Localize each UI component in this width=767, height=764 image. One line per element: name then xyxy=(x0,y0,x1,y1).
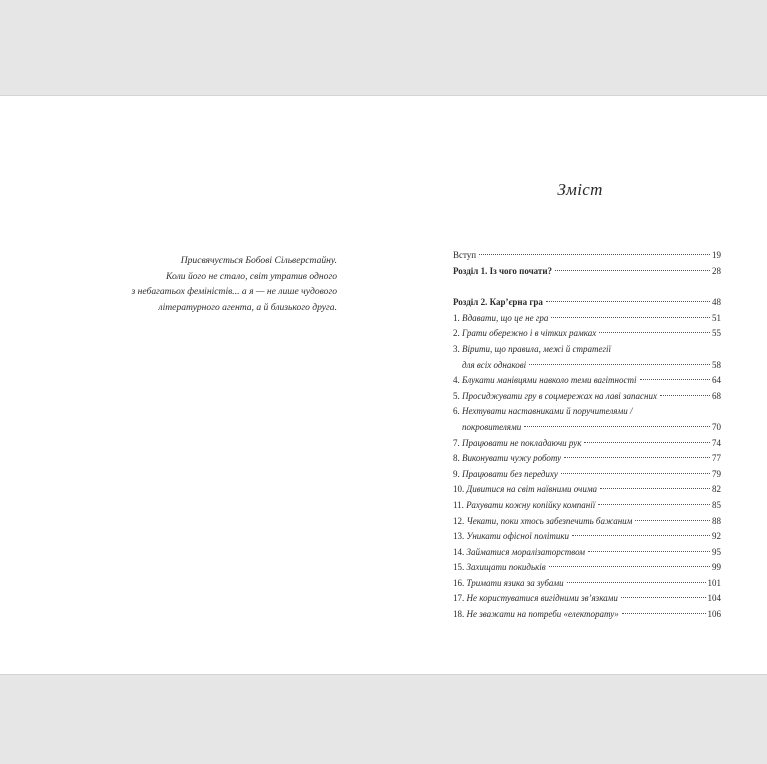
toc-item-row[interactable] xyxy=(453,498,721,514)
toc-leader-dots xyxy=(635,520,710,521)
toc-page-number: 104 xyxy=(707,593,721,604)
toc-item-label xyxy=(453,311,548,327)
toc-item-label xyxy=(453,436,581,452)
toc-page-number: 58 xyxy=(712,359,721,370)
toc-leader-dots xyxy=(588,551,710,552)
toc-page-number: 28 xyxy=(712,265,721,276)
toc-item-label xyxy=(453,358,526,374)
toc-item-number: 2. xyxy=(453,328,460,339)
toc-item-row[interactable] xyxy=(453,404,721,420)
toc-item-row[interactable] xyxy=(453,311,721,327)
toc-item-list xyxy=(453,311,721,623)
toc-page-number: 99 xyxy=(712,562,721,573)
toc-item-number: 15. xyxy=(453,562,465,573)
toc-item-row[interactable] xyxy=(453,482,721,498)
toc-item-title: Просиджувати гру в соцмережах на лаві запасних xyxy=(462,390,657,401)
dedication xyxy=(77,253,337,315)
toc-item-row[interactable] xyxy=(453,389,721,405)
toc-leader-dots xyxy=(567,582,706,583)
dedication-line: Присвячується Бобові Сільверстайну. xyxy=(180,255,337,266)
toc-item-number: 3. xyxy=(453,343,460,354)
toc-item-title: Вдавати, що це не гра xyxy=(462,312,549,323)
toc-row-intro[interactable] xyxy=(453,248,721,264)
toc-item-number: 11. xyxy=(453,499,464,510)
toc-item-title: Вірити, що правила, межі й стратегії xyxy=(462,343,611,354)
toc-item-row[interactable] xyxy=(453,529,721,545)
toc-leader-dots xyxy=(600,488,710,489)
toc-item-label xyxy=(453,498,595,514)
toc-leader-dots xyxy=(564,457,710,458)
toc-page-number: 88 xyxy=(712,515,721,526)
toc-leader-dots xyxy=(546,301,710,302)
toc-page-number: 68 xyxy=(712,390,721,401)
toc-page-number: 74 xyxy=(712,437,721,448)
toc-page-number: 85 xyxy=(712,499,721,510)
toc-item-title: Грати обережно і в чітких рамках xyxy=(462,328,597,339)
toc-item-number: 5. xyxy=(453,390,460,401)
toc-entry-label: Розділ 2. Кар’єрна гра xyxy=(453,297,543,308)
toc-item-number: 7. xyxy=(453,437,460,448)
toc-leader-dots xyxy=(479,254,710,255)
toc-item-title: Рахувати кожну копійку компанії xyxy=(466,499,596,510)
toc-item-title: Нехтувати наставниками й поручителями / xyxy=(462,406,633,417)
toc-item-title: Виконувати чужу роботу xyxy=(462,453,562,464)
toc-item-row[interactable] xyxy=(453,560,721,576)
toc-page-number: 19 xyxy=(712,250,721,260)
toc-item-label xyxy=(453,451,561,467)
toc-item-label xyxy=(453,529,569,545)
toc-leader-dots xyxy=(598,504,710,505)
toc-item-row[interactable] xyxy=(453,514,721,530)
toc-leader-dots xyxy=(572,535,710,536)
toc-page-number: 64 xyxy=(712,375,721,386)
toc-item-label xyxy=(453,576,564,592)
toc-leader-dots xyxy=(640,379,710,380)
toc-item-label xyxy=(453,389,657,405)
toc-item-label xyxy=(453,404,632,420)
toc-row-part2[interactable] xyxy=(453,295,721,311)
toc-item-row[interactable] xyxy=(453,436,721,452)
toc-item-label xyxy=(453,514,632,530)
toc-page-number: 48 xyxy=(712,297,721,308)
toc-item-number: 10. xyxy=(453,484,465,495)
toc-entry-label: Вступ xyxy=(453,250,477,260)
toc-item-label xyxy=(453,482,597,498)
toc-leader-dots xyxy=(555,270,710,271)
toc-item-number: 18. xyxy=(453,609,465,620)
toc-item-row[interactable] xyxy=(453,576,721,592)
toc-item-label xyxy=(453,545,585,561)
toc-item-number: 14. xyxy=(453,546,465,557)
toc-item-row[interactable] xyxy=(453,342,721,358)
toc-item-title: Блукати манівцями навколо теми вагітності xyxy=(462,375,637,386)
toc-page-number: 51 xyxy=(712,312,721,323)
toc-item-label xyxy=(453,607,619,623)
toc-item-title: Не користуватися вигідними зв’язками xyxy=(466,593,618,604)
table-of-contents xyxy=(453,248,721,623)
toc-item-number: 4. xyxy=(453,375,460,386)
toc-leader-dots xyxy=(551,317,710,318)
toc-item-number: 12. xyxy=(453,515,465,526)
toc-item-title: для всіх однакові xyxy=(462,359,527,370)
toc-page-number: 79 xyxy=(712,468,721,479)
toc-item-title: Чекати, поки хтось забезпечить бажаним xyxy=(466,515,633,526)
toc-leader-dots xyxy=(621,597,706,598)
toc-leader-dots xyxy=(660,395,710,396)
toc-item-title: Уникати офісної політики xyxy=(466,531,570,542)
toc-page-number: 70 xyxy=(712,421,721,432)
toc-item-row[interactable] xyxy=(453,607,721,623)
toc-title: Зміст xyxy=(557,180,603,199)
toc-item-label xyxy=(453,560,546,576)
toc-item-row[interactable] xyxy=(453,326,721,342)
toc-leader-dots xyxy=(561,473,710,474)
toc-item-number: 1. xyxy=(453,312,460,323)
toc-leader-dots xyxy=(524,426,710,427)
toc-leader-dots xyxy=(584,442,710,443)
toc-item-number: 8. xyxy=(453,453,460,464)
toc-item-title: покровителями xyxy=(462,421,522,432)
book-spread xyxy=(0,95,767,675)
dedication-line: з небагатьох феміністів... а я — не лише чудового xyxy=(131,286,337,297)
toc-item-number: 9. xyxy=(453,468,460,479)
toc-leader-dots xyxy=(549,566,710,567)
toc-item-row[interactable] xyxy=(453,467,721,483)
toc-item-row[interactable] xyxy=(453,451,721,467)
toc-item-row[interactable] xyxy=(453,373,721,389)
toc-item-row[interactable] xyxy=(453,358,721,374)
toc-item-row[interactable] xyxy=(453,545,721,561)
dedication-line: літературного агента, а й близького друга. xyxy=(158,301,337,313)
toc-page-number: 92 xyxy=(712,531,721,542)
toc-row-part1[interactable] xyxy=(453,264,721,280)
toc-leader-dots xyxy=(529,364,710,365)
toc-page-number: 77 xyxy=(712,453,721,464)
toc-item-number: 13. xyxy=(453,531,465,542)
toc-item-row[interactable] xyxy=(453,420,721,436)
toc-item-label xyxy=(453,467,558,483)
toc-item-label xyxy=(453,373,637,389)
dedication-line: Коли його не стало, світ утратив одного xyxy=(166,270,337,282)
toc-entry-label: Розділ 1. Із чого почати? xyxy=(453,265,553,276)
toc-item-title: Тримати язика за зубами xyxy=(466,577,564,588)
toc-page-number: 82 xyxy=(712,484,721,495)
toc-item-label xyxy=(453,420,521,436)
toc-leader-dots xyxy=(622,613,706,614)
toc-item-title: Працювати не покладаючи рук xyxy=(462,437,582,448)
toc-item-title: Займатися моралізаторством xyxy=(466,546,585,557)
toc-item-number: 6. xyxy=(453,406,460,417)
toc-item-title: Дивитися на світ наївними очима xyxy=(466,484,598,495)
toc-page-number: 106 xyxy=(707,609,721,620)
toc-item-label xyxy=(453,591,618,607)
toc-page-number: 55 xyxy=(712,328,721,339)
toc-item-number: 16. xyxy=(453,577,465,588)
toc-leader-dots xyxy=(599,332,710,333)
toc-item-title: Працювати без передиху xyxy=(462,468,558,479)
toc-item-title: Захищати покидьків xyxy=(466,562,546,573)
toc-page-number: 95 xyxy=(712,546,721,557)
toc-item-number: 17. xyxy=(453,593,465,604)
toc-item-label xyxy=(453,342,611,358)
toc-item-row[interactable] xyxy=(453,591,721,607)
toc-page-number: 101 xyxy=(707,577,721,588)
toc-item-label xyxy=(453,326,596,342)
toc-item-title: Не зважати на потреби «електорату» xyxy=(466,609,619,620)
